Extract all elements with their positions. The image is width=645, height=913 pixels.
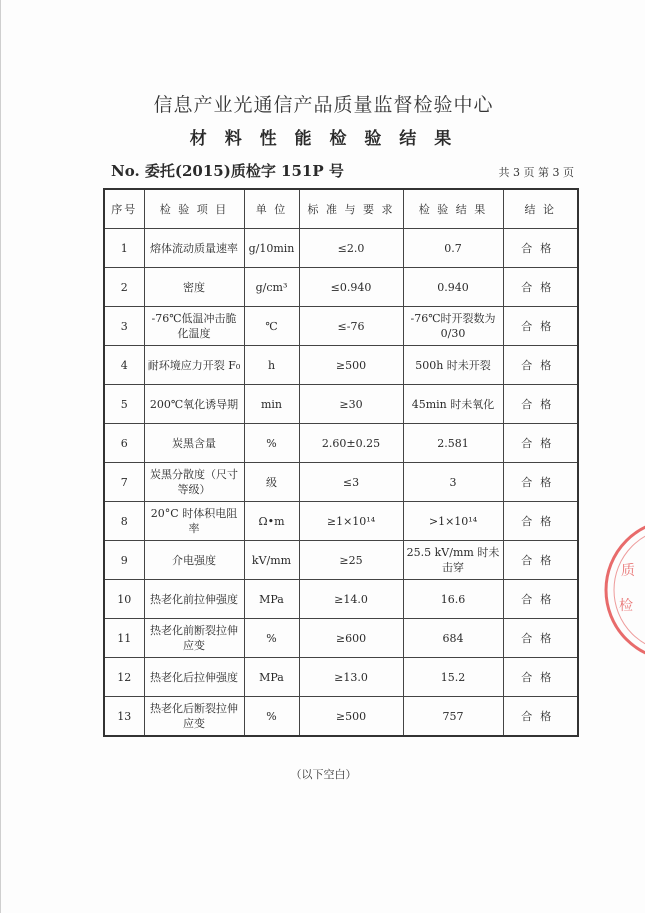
cell-standard: ≤-76	[299, 307, 403, 346]
cell-unit: g/cm³	[244, 268, 299, 307]
cell-item: 炭黑分散度（尺寸等级）	[144, 463, 244, 502]
cell-conclusion: 合格	[503, 658, 578, 697]
cell-result: 45min 时未氧化	[403, 385, 503, 424]
cell-conclusion: 合格	[503, 385, 578, 424]
cell-no: 2	[104, 268, 144, 307]
header-no: 序号	[104, 189, 144, 229]
cell-unit: MPa	[244, 658, 299, 697]
organization-title: 信息产业光通信产品质量监督检验中心	[153, 94, 494, 116]
cell-unit: MPa	[244, 580, 299, 619]
svg-text:检: 检	[619, 598, 633, 614]
cell-result: 25.5 kV/mm 时未击穿	[403, 541, 503, 580]
cell-unit: %	[244, 424, 299, 463]
table-row	[104, 463, 578, 502]
cell-result: 684	[403, 619, 503, 658]
cell-item: 热老化前断裂拉伸应变	[144, 619, 244, 658]
cell-no: 8	[104, 502, 144, 541]
header-standard: 标 准 与 要 求	[299, 189, 403, 229]
cell-result: >1×10¹⁴	[403, 502, 503, 541]
cell-result: 16.6	[403, 580, 503, 619]
cell-standard: ≤3	[299, 463, 403, 502]
cell-unit: %	[244, 619, 299, 658]
cell-no: 11	[104, 619, 144, 658]
cell-conclusion: 合格	[503, 229, 578, 268]
cell-conclusion: 合格	[503, 424, 578, 463]
cell-unit: h	[244, 346, 299, 385]
cell-conclusion: 合格	[503, 307, 578, 346]
cell-item: 炭黑含量	[144, 424, 244, 463]
header-unit: 单 位	[244, 189, 299, 229]
cell-conclusion: 合格	[503, 580, 578, 619]
cell-result: 3	[403, 463, 503, 502]
cell-conclusion: 合格	[503, 268, 578, 307]
cell-unit: %	[244, 697, 299, 737]
cell-item: 热老化后拉伸强度	[144, 658, 244, 697]
cell-no: 13	[104, 697, 144, 737]
report-subtitle: 材 料 性 能 检 验 结 果	[189, 129, 458, 149]
cell-item: 熔体流动质量速率	[144, 229, 244, 268]
cell-standard: 2.60±0.25	[299, 424, 403, 463]
table-row	[104, 697, 578, 737]
header-item: 检 验 项 目	[144, 189, 244, 229]
cell-no: 12	[104, 658, 144, 697]
cell-conclusion: 合格	[503, 502, 578, 541]
cell-standard: ≥30	[299, 385, 403, 424]
cell-standard: ≥14.0	[299, 580, 403, 619]
page-info: 共 3 页 第 3 页	[498, 166, 574, 179]
blank-below-note: （以下空白）	[290, 768, 357, 781]
cell-standard: ≥25	[299, 541, 403, 580]
cell-unit: ℃	[244, 307, 299, 346]
reference-number: No. 委托(2015)质检字 151P 号	[111, 162, 344, 180]
cell-standard: ≥1×10¹⁴	[299, 502, 403, 541]
header-conclusion: 结 论	[503, 189, 578, 229]
cell-conclusion: 合格	[503, 697, 578, 737]
cell-no: 1	[104, 229, 144, 268]
results-table	[103, 188, 579, 737]
cell-item: 介电强度	[144, 541, 244, 580]
table-row	[104, 619, 578, 658]
cell-standard: ≤0.940	[299, 268, 403, 307]
cell-result: 0.940	[403, 268, 503, 307]
cell-unit: g/10min	[244, 229, 299, 268]
cell-item: -76℃低温冲击脆化温度	[144, 307, 244, 346]
cell-conclusion: 合格	[503, 541, 578, 580]
official-seal-stamp	[601, 515, 645, 665]
cell-item: 热老化后断裂拉伸应变	[144, 697, 244, 737]
cell-item: 密度	[144, 268, 244, 307]
cell-no: 3	[104, 307, 144, 346]
cell-result: 2.581	[403, 424, 503, 463]
table-row	[104, 346, 578, 385]
table-row	[104, 229, 578, 268]
cell-unit: Ω•m	[244, 502, 299, 541]
table-row	[104, 580, 578, 619]
cell-result: 500h 时未开裂	[403, 346, 503, 385]
table-row	[104, 424, 578, 463]
cell-standard: ≤2.0	[299, 229, 403, 268]
table-row	[104, 385, 578, 424]
cell-conclusion: 合格	[503, 463, 578, 502]
table-row	[104, 541, 578, 580]
cell-standard: ≥13.0	[299, 658, 403, 697]
cell-no: 10	[104, 580, 144, 619]
table-row	[104, 268, 578, 307]
cell-item: 耐环境应力开裂 F₀	[144, 346, 244, 385]
table-row	[104, 307, 578, 346]
svg-text:质: 质	[621, 563, 635, 579]
header-result: 检 验 结 果	[403, 189, 503, 229]
table-row	[104, 502, 578, 541]
cell-no: 4	[104, 346, 144, 385]
cell-item: 200℃氧化诱导期	[144, 385, 244, 424]
cell-standard: ≥600	[299, 619, 403, 658]
cell-result: 15.2	[403, 658, 503, 697]
table-body	[104, 229, 578, 737]
cell-no: 9	[104, 541, 144, 580]
table-row	[104, 658, 578, 697]
cell-item: 热老化前拉伸强度	[144, 580, 244, 619]
cell-no: 6	[104, 424, 144, 463]
cell-standard: ≥500	[299, 346, 403, 385]
cell-unit: kV/mm	[244, 541, 299, 580]
cell-result: -76℃时开裂数为0/30	[403, 307, 503, 346]
cell-no: 5	[104, 385, 144, 424]
cell-item: 20°C 时体积电阻率	[144, 502, 244, 541]
cell-result: 757	[403, 697, 503, 737]
cell-unit: 级	[244, 463, 299, 502]
cell-conclusion: 合格	[503, 619, 578, 658]
cell-standard: ≥500	[299, 697, 403, 737]
cell-no: 7	[104, 463, 144, 502]
cell-result: 0.7	[403, 229, 503, 268]
cell-conclusion: 合格	[503, 346, 578, 385]
table-header-row	[104, 189, 578, 229]
cell-unit: min	[244, 385, 299, 424]
